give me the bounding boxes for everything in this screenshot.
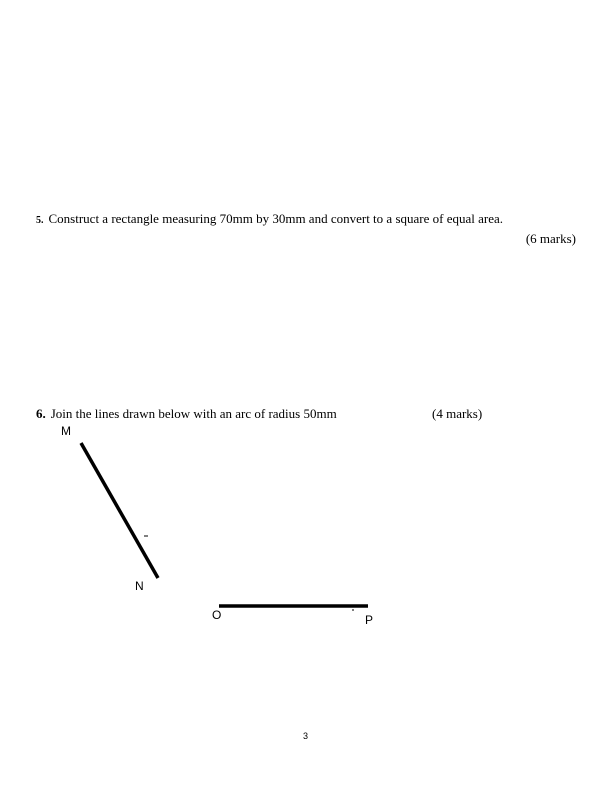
- question-number: 6.: [36, 406, 46, 421]
- question-text: Join the lines drawn below with an arc of radius 50mm: [50, 406, 337, 421]
- page-number: 3: [303, 731, 309, 741]
- label-p: P: [365, 613, 374, 627]
- label-o: O: [212, 608, 222, 622]
- label-n: N: [135, 579, 144, 593]
- question-text: Construct a rectangle measuring 70mm by 30mm and convert to a square of equal area.: [48, 211, 503, 226]
- question-6-marks: (4 marks): [432, 406, 483, 421]
- question-number: 5.: [36, 215, 44, 226]
- question-5-marks: (6 marks): [525, 231, 576, 246]
- line-mn: [81, 443, 158, 578]
- label-m: M: [61, 424, 71, 438]
